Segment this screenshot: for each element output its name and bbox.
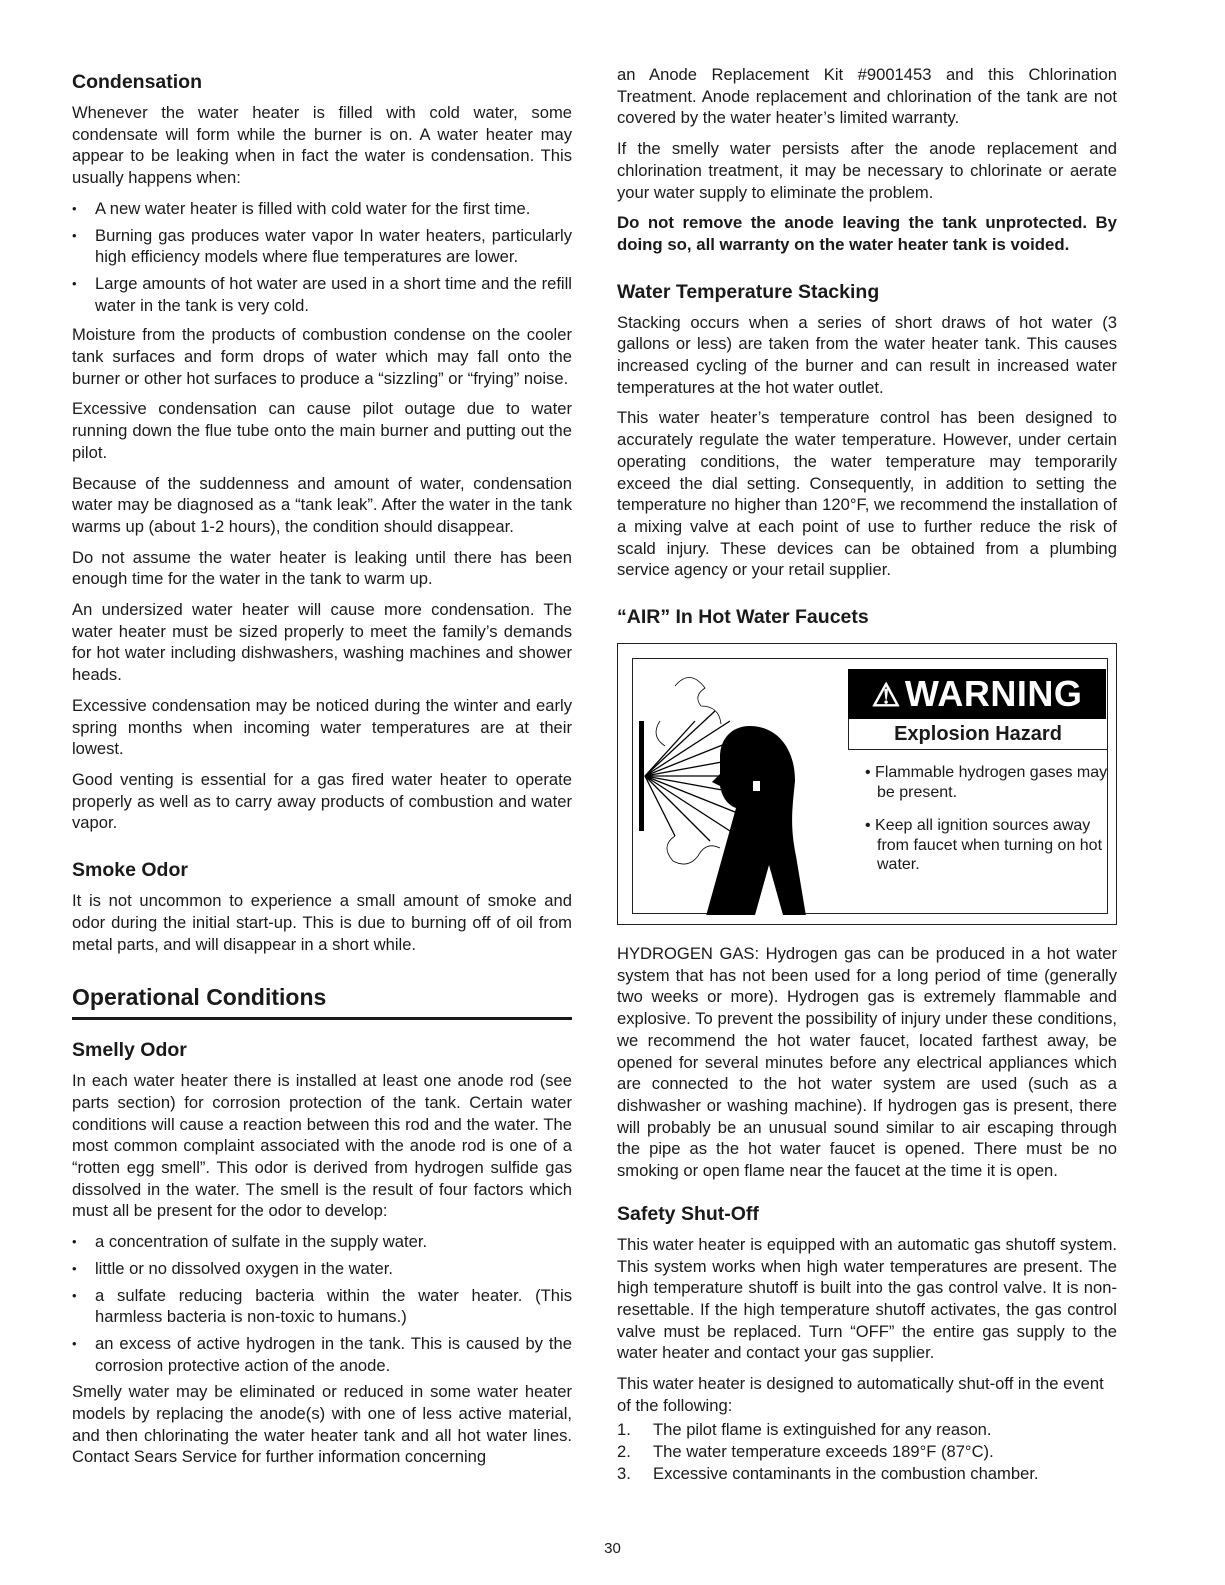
warning-label-inner <box>632 658 1108 914</box>
stacking-paragraph-2: This water heater’s temperature control has been designed to accurately regulate the water temperature. However, under certain operating conditions, the water temperature may temporarily exceed the dial setting. Consequently, in addition to setting the temperature no higher than 120°F, we recommend the installation of a mixing valve at each point of use to further reduce the risk of scald injury. These devices can be obtained from a plumbing service agency or your retail supplier. <box>617 408 1117 580</box>
right-column <box>617 64 1117 1485</box>
safety-shutoff-paragraph-2: This water heater is designed to automatically shut-off in the event of the following: <box>617 1374 1104 1415</box>
list-item: • little or no dissolved oxygen in the water. <box>72 1258 572 1280</box>
stacking-heading: Water Temperature Stacking <box>617 280 880 303</box>
anode-kit-paragraph: an Anode Replacement Kit #9001453 and this Chlorination Treatment. Anode replacement and chlorination of the tank are not covered by the water heater’s limited warranty. <box>617 65 1117 128</box>
left-column <box>72 64 572 1477</box>
shutoff-conditions-list <box>617 1419 1117 1484</box>
smoke-odor-heading: Smoke Odor <box>72 859 188 882</box>
anode-warning: Do not remove the anode leaving the tank unprotected. By doing so, all warranty on the water heater tank is voided. <box>617 213 1117 254</box>
list-item <box>617 1441 1117 1463</box>
list-text: The water temperature exceeds 189°F (87°C). <box>653 1442 994 1462</box>
list-text: The pilot flame is extinguished for any reason. <box>653 1420 992 1440</box>
list-item: • Burning gas produces water vapor In water heaters, particularly high efficiency models where flue temperatures are lower. <box>72 225 572 268</box>
list-number: 1. <box>617 1420 631 1440</box>
condensation-paragraph: An undersized water heater will cause more condensation. The water heater must be sized properly to meet the family’s demands for hot water including dishwashers, washing machines and shower heads. <box>72 600 572 685</box>
list-item: • Large amounts of hot water are used in a short time and the refill water in the tank is very cold. <box>72 273 572 316</box>
smelly-odor-intro: In each water heater there is installed at least one anode rod (see parts section) for corrosion protection of the tank. Certain water conditions will cause a reaction between this rod and the water. The most common complaint associated with the anode rod is one of a “rotten egg smell”. This odor is derived from hydrogen sulfide gas dissolved in the water. The smell is the result of four factors which must all be present for the odor to develop: <box>72 1071 572 1221</box>
condensation-paragraph: Do not assume the water heater is leaking until there has been enough time for the water in the tank to warm up. <box>72 547 572 589</box>
smelly-odor-bullets <box>72 1231 572 1376</box>
list-item: • an excess of active hydrogen in the tank. This is caused by the corrosion protective action of the anode. <box>72 1333 572 1376</box>
list-item: • Flammable hydrogen gases may be present. <box>865 764 1108 801</box>
list-item: • Keep all ignition sources away from faucet when turning on hot water. <box>865 817 1103 874</box>
smelly-odor-heading: Smelly Odor <box>72 1039 187 1062</box>
list-item: • A new water heater is filled with cold water for the first time. <box>72 198 572 220</box>
list-number: 3. <box>617 1463 631 1483</box>
safety-shutoff-paragraph-1: This water heater is equipped with an automatic gas shutoff system. This system works when high water temperatures are present. The high temperature shutoff is built into the gas control valve. It is non-resettable. If the high temperature shutoff activates, the gas control valve must be replaced. Turn “OFF” the entire gas supply to the water heater and contact your gas supplier. <box>617 1234 1117 1363</box>
condensation-heading: Condensation <box>72 71 202 93</box>
condensation-paragraph: Excessive condensation can cause pilot outage due to water running down the flue tube onto the main burner and putting out the pilot. <box>72 399 572 462</box>
list-item <box>617 1463 1117 1485</box>
explosion-hazard-icon <box>635 661 835 915</box>
hydrogen-gas-paragraph: HYDROGEN GAS: Hydrogen gas can be produced in a hot water system that has not been used for a long period of time (generally two weeks or more). Hydrogen gas is extremely flammable and explosive. To prevent the possibility of injury under these conditions, we recommend the hot water faucet, located farthest away, be opened for several minutes before any electrical appliances which are connected to the hot water system are used (such as a dishwasher or washing machine). If hydrogen gas is present, there will probably be an unusual sound similar to air escaping through the pipe as the hot water faucet is opened. There must be no smoking or open flame near the faucet at the time it is open. <box>617 944 1117 1181</box>
warning-banner-text: WARNING <box>904 673 1083 715</box>
operational-conditions-heading: Operational Conditions <box>72 983 572 1020</box>
warning-triangle-icon: ⚠ <box>871 677 901 714</box>
warning-banner <box>848 669 1106 719</box>
explosion-hazard-subheading: Explosion Hazard <box>848 719 1108 750</box>
persist-paragraph: If the smelly water persists after the anode replacement and chlorination treatment, it may be necessary to chlorinate or aerate your water supply to eliminate the problem. <box>617 139 1117 202</box>
smelly-odor-outro: Smelly water may be eliminated or reduced in some water heater models by replacing the anode(s) with one of less active material, and then chlorinating the water heater tank and all hot water lines. Contact Sears Service for further information concerning <box>72 1382 572 1467</box>
condensation-paragraph: Excessive condensation may be noticed during the winter and early spring months when incoming water temperatures are at their lowest. <box>72 695 572 759</box>
condensation-paragraph: Moisture from the products of combustion condense on the cooler tank surfaces and form drops of water which may fall onto the burner or other hot surfaces to produce a “sizzling” or “frying” noise. <box>72 325 572 388</box>
warning-label <box>617 643 1117 925</box>
list-item: • a sulfate reducing bacteria within the water heater. (This harmless bacteria is non-toxic to humans.) <box>72 1285 572 1328</box>
list-number: 2. <box>617 1442 631 1462</box>
smoke-odor-text: It is not uncommon to experience a small amount of smoke and odor during the initial start-up. This is due to burning off of oil from metal parts, and will disappear in a short while. <box>72 891 572 954</box>
air-faucets-heading: “AIR” In Hot Water Faucets <box>617 606 869 629</box>
page-number: 30 <box>604 1540 621 1557</box>
list-item <box>617 1419 1117 1441</box>
warning-items <box>865 763 1110 889</box>
safety-shutoff-heading: Safety Shut-Off <box>617 1202 759 1225</box>
stacking-paragraph-1: Stacking occurs when a series of short draws of hot water (3 gallons or less) are taken from the water heater tank. This causes increased cycling of the burner and can result in increased water temperatures at the hot water outlet. <box>617 312 1117 397</box>
list-item: • a concentration of sulfate in the supply water. <box>72 1231 572 1253</box>
list-text: Excessive contaminants in the combustion chamber. <box>653 1463 1039 1483</box>
condensation-paragraph: Because of the suddenness and amount of water, condensation water may be diagnosed as a “tank leak”. After the water in the tank warms up (about 1-2 hours), the condition should disappear. <box>72 473 572 536</box>
condensation-paragraph: Good venting is essential for a gas fired water heater to operate properly as well as to carry away products of combustion and water vapor. <box>72 769 572 833</box>
condensation-bullets <box>72 198 572 317</box>
condensation-intro: Whenever the water heater is filled with cold water, some condensate will form while the burner is on. A water heater may appear to be leaking when in fact the water is condensation. This usually happens when: <box>72 103 572 188</box>
